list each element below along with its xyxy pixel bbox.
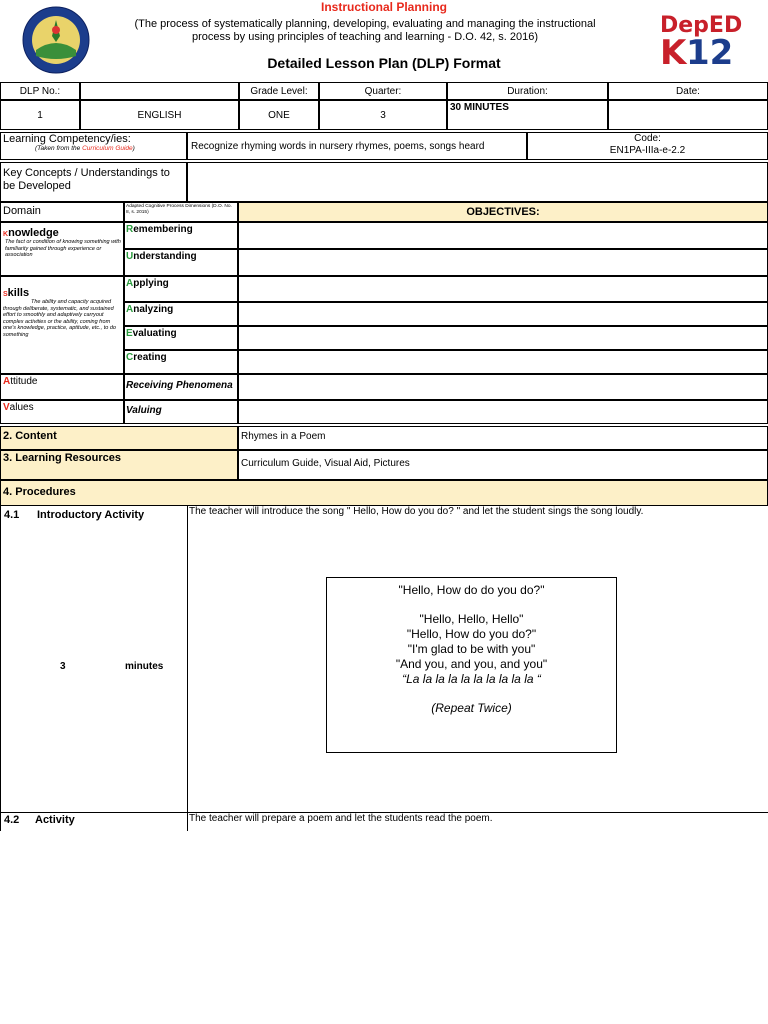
skills-label (3, 287, 121, 299)
dlp-no-value[interactable]: 1 (0, 100, 80, 130)
objective-applying[interactable] (238, 276, 768, 302)
knowledge-initial: K (3, 231, 9, 238)
song-line: "And you, and you, and you" (395, 657, 548, 671)
quarter-label: Quarter: (319, 82, 447, 100)
applying-initial: A (126, 278, 134, 289)
activity-number: 4.2 (4, 814, 20, 826)
knowledge-rest: nowledge (8, 227, 59, 239)
code-label: Code: (634, 133, 661, 144)
content-label: 2. Content (0, 426, 238, 450)
values-initial: V (3, 402, 10, 413)
subject-value[interactable]: ENGLISH (80, 100, 239, 130)
process-valuing: Valuing (124, 400, 238, 424)
competency-note (3, 145, 184, 152)
objective-values[interactable] (238, 400, 768, 424)
code-value: EN1PA-IIIa-e-2.2 (609, 145, 686, 156)
remembering-rest: emembering (133, 224, 193, 235)
competency-label: Learning Competency/ies: (3, 133, 131, 145)
format-title: Detailed Lesson Plan (DLP) Format (267, 55, 501, 71)
creating-rest: reating (133, 352, 167, 363)
song-line: "Hello, How do you do?" (406, 627, 537, 641)
analyzing-initial: A (126, 304, 134, 315)
applying-rest: pplying (133, 278, 169, 289)
song-line (327, 598, 616, 612)
process-applying (124, 276, 238, 302)
activity-label: Activity (35, 814, 75, 826)
song-repeat-note: (Repeat Twice) (431, 701, 512, 715)
intro-label-cell (0, 506, 188, 813)
domain-label: Domain (0, 202, 124, 222)
understanding-initial: U (126, 251, 134, 262)
process-understanding (124, 249, 238, 276)
activity-label-cell (0, 813, 188, 831)
evaluating-initial: E (126, 328, 133, 339)
activity-content-cell[interactable] (188, 813, 768, 831)
svg-text:DepED: DepED (660, 13, 743, 38)
process-creating (124, 350, 238, 374)
competency-text[interactable]: Recognize rhyming words in nursery rhymes, poems, songs heard (187, 132, 527, 160)
duration-label: Duration: (447, 82, 608, 100)
intro-text: The teacher will introduce the song " Hello, How do you do? " and let the student sings the song loudly. (189, 506, 644, 517)
date-value[interactable] (608, 100, 768, 130)
objectives-header: OBJECTIVES: (238, 202, 768, 222)
creating-initial: C (126, 352, 134, 363)
competency-code-cell[interactable] (527, 132, 768, 160)
attitude-rest: ttitude (10, 376, 38, 387)
objective-analyzing[interactable] (238, 302, 768, 326)
song-line: "I'm glad to be with you" (407, 642, 536, 656)
activity-text: The teacher will prepare a poem and let the students read the poem. (189, 813, 493, 824)
content-value[interactable]: Rhymes in a Poem (238, 426, 768, 450)
skills-desc: The ability and capacity acquired through deliberate, systematic, and sustained effort to smoothly and adaptively carryout complex activities or the ability, coming from one's knowledge, practice, aptitude, etc., to do something (3, 299, 116, 338)
objective-evaluating[interactable] (238, 326, 768, 350)
duration-value[interactable]: 30 MINUTES (447, 100, 608, 130)
intro-minutes-label: minutes (125, 661, 164, 672)
remembering-initial: R (126, 224, 134, 235)
attitude-initial: A (3, 376, 11, 387)
understanding-rest: nderstanding (133, 251, 197, 262)
competency-note-prefix: (Taken from the (35, 145, 83, 152)
values-label (0, 400, 124, 424)
svg-text:K: K (660, 33, 687, 66)
intro-label: Introductory Activity (37, 509, 145, 521)
objective-understanding[interactable] (238, 249, 768, 276)
attitude-label (0, 374, 124, 400)
grade-level-label: Grade Level: (239, 82, 319, 100)
knowledge-desc: The fact or condition of knowing something with familiarity gained through experience or association (5, 239, 121, 258)
key-concepts-label: Key Concepts / Understandings to be Developed (0, 162, 187, 202)
process-remembering (124, 222, 238, 249)
curriculum-guide-link[interactable]: Curriculum Guide (82, 145, 133, 152)
objective-creating[interactable] (238, 350, 768, 374)
subject-header-cell (80, 82, 239, 100)
page-subtitle: (The process of systematically planning, developing, evaluating and managing the instructional process by using principles of teaching and learning - D.O. 42, s. 2016) (134, 18, 596, 43)
skills-initial: S (3, 291, 8, 298)
resources-label: 3. Learning Resources (0, 450, 238, 480)
song-line: “La la la la la la la la la la “ (402, 672, 541, 686)
process-evaluating (124, 326, 238, 350)
skills-rest: kills (7, 287, 30, 299)
intro-minutes-value: 3 (60, 661, 66, 672)
page-title: Instructional Planning (320, 0, 447, 14)
process-analyzing (124, 302, 238, 326)
song-lyrics-box (326, 577, 617, 753)
song-line: "Hello, Hello, Hello" (419, 612, 524, 626)
process-dimension-label: Adapted Cognitive Process Dimensions (D.O. No. 8, s. 2015) (124, 202, 238, 222)
song-line (327, 687, 616, 701)
intro-content-cell[interactable] (188, 506, 768, 813)
dlp-no-label: DLP No.: (0, 82, 80, 100)
grade-level-value[interactable]: ONE (239, 100, 319, 130)
date-label: Date: (608, 82, 768, 100)
procedures-header: 4. Procedures (0, 480, 768, 506)
skills-cell (0, 276, 124, 374)
key-concepts-value[interactable] (187, 162, 768, 202)
resources-value[interactable]: Curriculum Guide, Visual Aid, Pictures (238, 450, 768, 480)
analyzing-rest: nalyzing (133, 304, 174, 315)
objective-remembering[interactable] (238, 222, 768, 249)
competency-label-cell (0, 132, 187, 160)
svg-text:12: 12 (686, 33, 734, 66)
process-receiving-phenomena: Receiving Phenomena (124, 374, 238, 400)
song-line: "Hello, How do do you do?" (398, 583, 545, 597)
evaluating-rest: valuating (132, 328, 177, 339)
values-rest: alues (9, 402, 34, 413)
knowledge-label (3, 227, 121, 239)
knowledge-cell (0, 222, 124, 276)
competency-note-suffix: ) (132, 145, 135, 152)
objective-attitude[interactable] (238, 374, 768, 400)
quarter-value[interactable]: 3 (319, 100, 447, 130)
intro-number: 4.1 (4, 509, 20, 521)
